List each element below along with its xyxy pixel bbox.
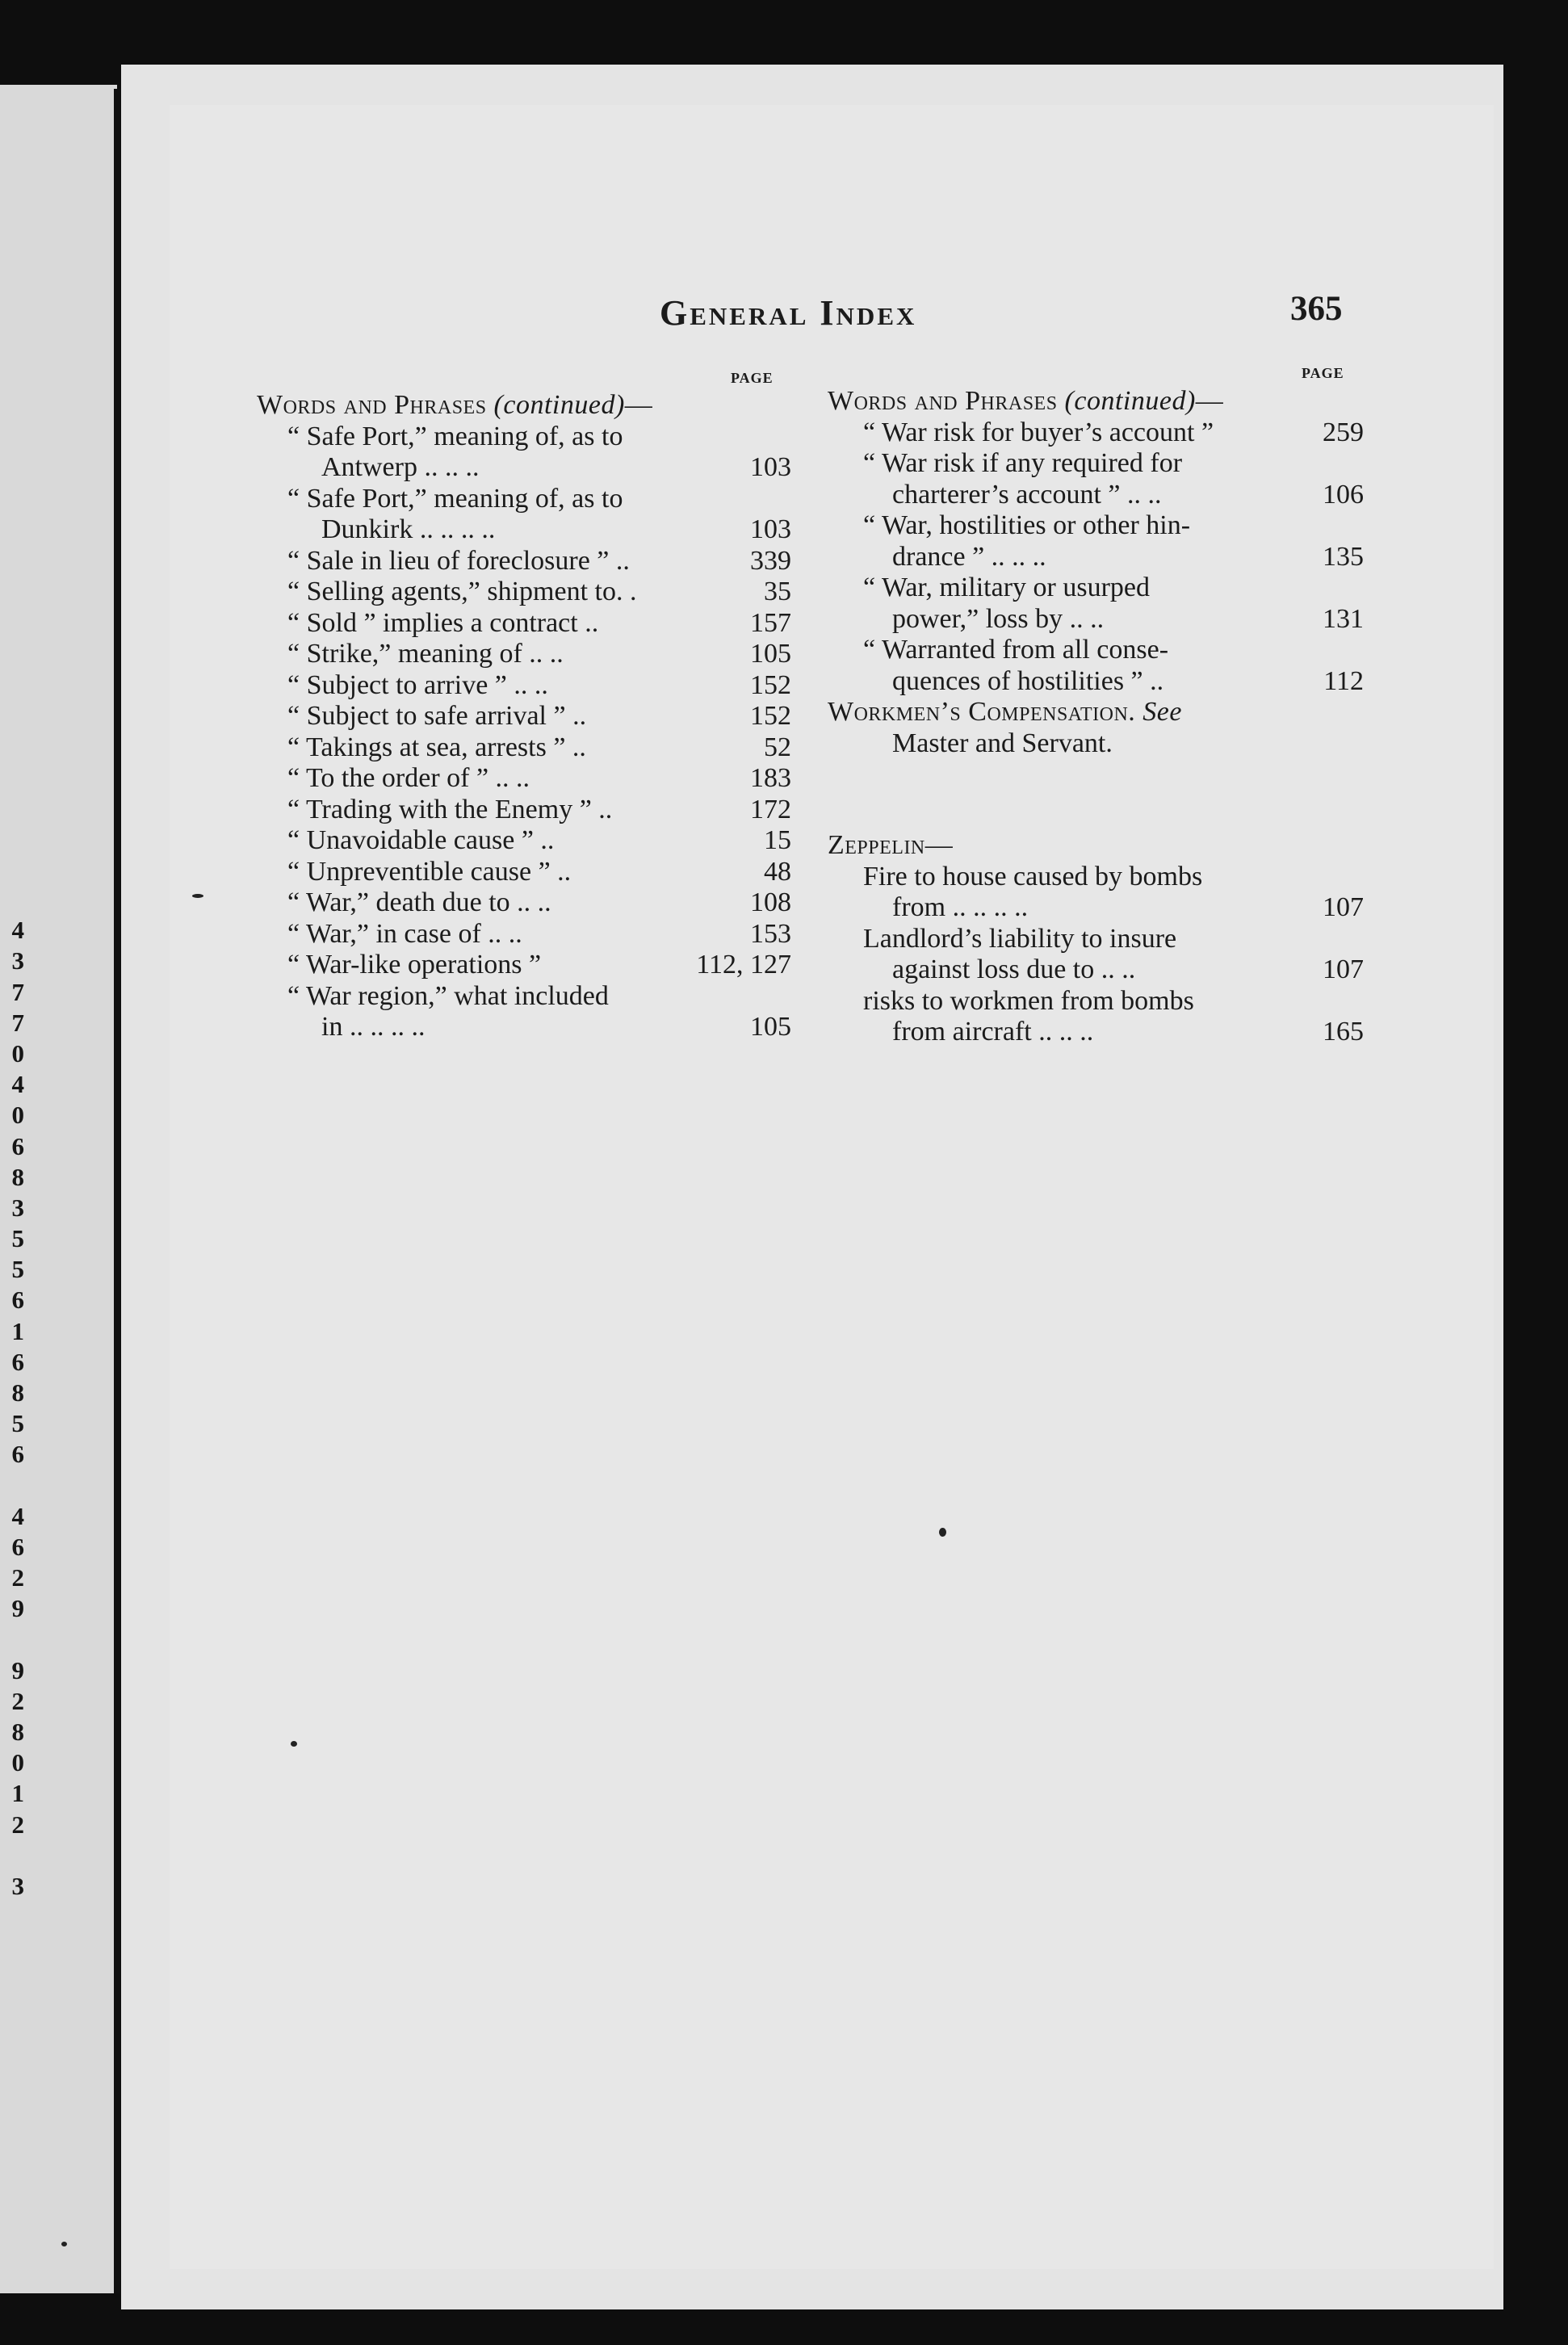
index-entry — [257, 825, 791, 857]
entry-text: quences of hostilities ” .. — [892, 665, 1164, 696]
entry-page-number: 131 — [1323, 603, 1364, 634]
edge-number: 7 — [11, 977, 24, 1006]
edge-number — [0, 1470, 24, 1501]
entry-text: Words and Phrases (continued)— — [828, 386, 1224, 416]
index-entry — [828, 1017, 1364, 1048]
entry-text: Words and Phrases (continued)— — [257, 390, 653, 420]
entry-page-number: 107 — [1323, 954, 1364, 984]
edge-number: 1 — [11, 1779, 24, 1808]
index-entry — [828, 510, 1364, 542]
index-entry — [257, 670, 791, 702]
entry-text: power,” loss by .. .. — [892, 603, 1105, 634]
edge-number: 6 — [11, 1347, 24, 1376]
index-entry — [257, 546, 791, 577]
edge-number: 8 — [11, 1378, 24, 1407]
page-column-label-right: PAGE — [1302, 365, 1344, 381]
entry-text: in .. .. .. .. — [321, 1012, 426, 1042]
edge-number: 2 — [11, 1563, 24, 1592]
entry-page-number: 105 — [750, 1012, 791, 1042]
index-entry — [257, 608, 791, 640]
book-spine — [114, 89, 120, 2293]
entry-page-number: 153 — [750, 918, 791, 949]
entry-page-number: 157 — [750, 607, 791, 638]
entry-text: “ Warranted from all conse- — [863, 635, 1169, 665]
edge-number: 5 — [11, 1255, 24, 1284]
index-column-left — [257, 390, 791, 1043]
entry-text: Zeppelin— — [828, 830, 954, 860]
ink-mark — [939, 1528, 946, 1537]
edge-number: 6 — [11, 1286, 24, 1315]
entry-text: Antwerp .. .. .. — [321, 452, 480, 482]
edge-number: 6 — [11, 1131, 24, 1160]
index-entry — [828, 604, 1364, 636]
index-entry — [257, 981, 791, 1013]
entry-page-number: 112, 127 — [696, 950, 791, 980]
entry-page-number: 35 — [764, 577, 791, 606]
index-entry — [257, 422, 791, 453]
index-entry — [828, 542, 1364, 573]
ink-mark — [61, 2242, 67, 2246]
entry-text: “ Safe Port,” meaning of, as to — [287, 421, 623, 451]
entry-page-number: 15 — [764, 825, 791, 855]
index-entry — [828, 954, 1364, 986]
index-column-right — [828, 386, 1364, 1048]
index-entry — [257, 763, 791, 795]
page-column-label-left: PAGE — [731, 370, 774, 386]
index-entry — [257, 577, 791, 608]
entry-page-number: 259 — [1323, 417, 1364, 447]
entry-text: from .. .. .. .. — [892, 892, 1029, 922]
edge-number: 0 — [11, 1038, 24, 1068]
edge-number — [0, 1625, 24, 1655]
index-entry — [257, 732, 791, 764]
edge-number: 3 — [11, 1872, 24, 1900]
index-entry — [828, 986, 1364, 1017]
entry-page-number: 105 — [750, 639, 791, 669]
edge-number: 8 — [11, 1718, 24, 1747]
entry-text: “ Sale in lieu of foreclosure ” .. — [287, 545, 630, 576]
index-heading — [257, 390, 791, 422]
entry-text: risks to workmen from bombs — [863, 985, 1194, 1016]
entry-text: “ War, military or usurped — [863, 573, 1151, 602]
edge-number: 3 — [11, 1193, 24, 1222]
entry-text: “ Safe Port,” meaning of, as to — [287, 483, 623, 514]
index-entry — [828, 728, 1364, 760]
entry-page-number: 152 — [750, 701, 791, 731]
entry-text: “ War region,” what included — [287, 980, 609, 1011]
entry-text: “ Sold ” implies a contract .. — [287, 607, 599, 638]
entry-text: “ War,” in case of .. .. — [287, 918, 522, 949]
entry-text: drance ” .. .. .. — [892, 541, 1046, 572]
entry-text: Fire to house caused by bombs — [863, 861, 1203, 891]
entry-text: “ Unpreventible cause ” .. — [287, 856, 572, 887]
index-entry — [257, 452, 791, 484]
index-entry — [257, 857, 791, 888]
index-entry — [257, 484, 791, 515]
page-number: 365 — [1290, 290, 1343, 328]
edge-number: 2 — [11, 1810, 24, 1839]
index-entry — [828, 635, 1364, 666]
entry-page-number: 135 — [1323, 541, 1364, 572]
entry-page-number: 107 — [1323, 892, 1364, 922]
entry-text: “ Takings at sea, arrests ” .. — [287, 732, 586, 762]
page-title: General Index — [660, 293, 917, 333]
index-entry — [257, 514, 791, 546]
edge-number: 9 — [11, 1655, 24, 1684]
entry-text: “ Subject to arrive ” .. .. — [287, 669, 548, 700]
entry-text: “ War risk for buyer’s account ” — [863, 417, 1214, 447]
entry-text: Workmen’s Compensation. See — [828, 697, 1182, 727]
index-heading — [828, 386, 1364, 417]
entry-page-number: 339 — [750, 545, 791, 576]
entry-page-number: 48 — [764, 856, 791, 887]
index-entry — [828, 573, 1364, 604]
entry-text: from aircraft .. .. .. — [892, 1017, 1094, 1047]
entry-page-number: 183 — [750, 763, 791, 793]
entry-text: “ Subject to safe arrival ” .. — [287, 701, 587, 731]
edge-number: 4 — [11, 1070, 24, 1099]
edge-number: 5 — [11, 1409, 24, 1438]
edge-number: 6 — [11, 1440, 24, 1469]
edge-number: 3 — [11, 946, 24, 975]
entry-page-number: 152 — [750, 669, 791, 700]
edge-number: 5 — [11, 1224, 24, 1253]
edge-number: 1 — [11, 1316, 24, 1345]
index-entry — [828, 892, 1364, 924]
index-entry — [828, 448, 1364, 480]
entry-text: “ War risk if any required for — [863, 448, 1183, 478]
edge-number: 2 — [11, 1686, 24, 1715]
entry-text: “ War,” death due to .. .. — [287, 887, 551, 917]
entry-text: “ To the order of ” .. .. — [287, 763, 530, 793]
edge-number — [0, 1840, 24, 1871]
index-entry — [828, 924, 1364, 955]
ink-mark — [291, 1741, 297, 1747]
edge-number: 0 — [11, 1101, 24, 1130]
entry-page-number: 112 — [1323, 665, 1364, 696]
index-entry — [257, 639, 791, 670]
entry-text: “ Unavoidable cause ” .. — [287, 825, 555, 855]
edge-number: 6 — [11, 1532, 24, 1561]
entry-text: “ Strike,” meaning of .. .. — [287, 639, 564, 669]
ink-mark — [192, 894, 203, 898]
index-entry — [828, 666, 1364, 698]
index-entry — [257, 919, 791, 950]
index-entry — [257, 950, 791, 981]
edge-number: 4 — [11, 1501, 24, 1530]
index-heading — [828, 830, 1364, 862]
entry-page-number: 172 — [750, 794, 791, 824]
index-entry — [828, 480, 1364, 511]
entry-text: Dunkirk .. .. .. .. — [321, 514, 496, 544]
index-entry — [257, 795, 791, 826]
entry-page-number: 103 — [750, 452, 791, 482]
entry-text: Master and Servant. — [892, 728, 1113, 758]
previous-page-numbers — [0, 884, 24, 1902]
index-entry — [257, 1012, 791, 1043]
index-entry — [257, 887, 791, 919]
entry-text: “ War, hostilities or other hin- — [863, 510, 1191, 540]
entry-text: charterer’s account ” .. .. — [892, 479, 1162, 510]
entry-page-number: 165 — [1323, 1017, 1364, 1047]
edge-number — [0, 884, 24, 915]
entry-text: Landlord’s liability to insure — [863, 923, 1177, 954]
entry-text: against loss due to .. .. — [892, 954, 1136, 984]
entry-text: “ War-like operations ” — [287, 950, 542, 980]
edge-number: 9 — [11, 1594, 24, 1623]
index-entry — [257, 701, 791, 732]
entry-text: “ Selling agents,” shipment to. . — [287, 577, 637, 606]
index-entry — [828, 862, 1364, 893]
entry-page-number: 52 — [764, 732, 791, 762]
entry-page-number: 106 — [1323, 479, 1364, 510]
edge-number: 4 — [11, 916, 24, 945]
edge-number: 7 — [11, 1008, 24, 1037]
entry-gap — [828, 759, 1364, 830]
entry-page-number: 108 — [750, 887, 791, 917]
entry-page-number: 103 — [750, 514, 791, 544]
entry-text: “ Trading with the Enemy ” .. — [287, 794, 613, 824]
index-heading — [828, 697, 1364, 728]
edge-number: 0 — [11, 1748, 24, 1777]
index-entry — [828, 417, 1364, 449]
edge-number: 8 — [11, 1162, 24, 1191]
